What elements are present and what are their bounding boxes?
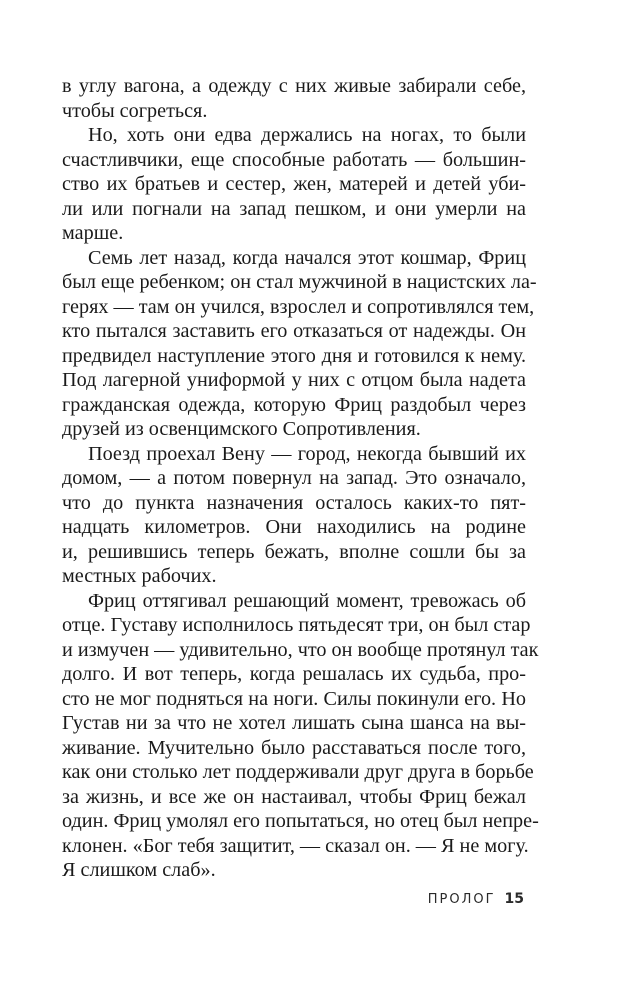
page-footer <box>428 891 524 907</box>
paragraph <box>62 246 537 442</box>
text-line: Под лагерной униформой у них с отцом была надета <box>62 369 526 391</box>
text-line: сто не мог подняться на ноги. Силы покинули его. Но <box>62 687 526 710</box>
text-line: отце. Густаву исполнилось пятьдесят три, он был стар <box>62 614 531 636</box>
text-line: кто пытался заставить его отказаться от надежды. Он <box>62 320 526 342</box>
text-line: друзей из освенцимского Сопротивления. <box>62 418 421 440</box>
text-line: Густав ни за что не хотел лишать сына шанса на вы- <box>62 712 526 734</box>
text-line: живание. Мучительно было расставаться после того, <box>62 736 526 759</box>
text-line: счастливчики, еще способные работать — большин- <box>62 148 526 171</box>
text-line: Я слишком слаб». <box>62 859 216 881</box>
text-line: надцать километров. Они находились на родине <box>62 516 526 538</box>
text-line: был еще ребенком; он стал мужчиной в нацистских ла- <box>62 271 537 293</box>
text-line: и измучен — удивительно, что он вообще протянул так <box>62 638 539 661</box>
body-text <box>62 74 539 883</box>
text-line: домом, — а потом повернул на запад. Это означало, <box>62 467 526 489</box>
text-line: Семь лет назад, когда начался этот кошмар, Фриц <box>88 246 526 269</box>
page-number: 15 <box>504 891 524 907</box>
text-line: местных рабочих. <box>62 565 217 587</box>
text-line: герях — там он учился, взрослел и сопротивлялся тем, <box>62 295 535 318</box>
text-line: долго. И вот теперь, когда решалась их судьба, про- <box>62 663 526 685</box>
text-line: Фриц оттягивал решающий момент, тревожась об <box>88 589 526 612</box>
text-line: ство их братьев и сестер, жен, матерей и детей уби- <box>62 173 526 195</box>
text-line: и, решившись теперь бежать, вполне сошли бы за <box>62 540 526 563</box>
text-line: что до пункта назначения осталось каких-то пят- <box>62 491 526 514</box>
paragraph <box>62 74 526 123</box>
paragraph <box>62 123 526 246</box>
text-line: за жизнь, и все же он настаивал, чтобы Фриц бежал <box>62 785 526 808</box>
text-line: гражданская одежда, которую Фриц раздобыл через <box>62 393 526 416</box>
text-line: один. Фриц умолял его попытаться, но отец был непре- <box>62 810 539 832</box>
paragraph <box>62 442 526 589</box>
text-line: в углу вагона, а одежду с них живые забирали себе, <box>62 75 526 97</box>
text-line: марше. <box>62 222 124 244</box>
text-line: клонен. «Бог тебя защитит, — сказал он. — Я не могу. <box>62 834 529 857</box>
text-line: чтобы согреться. <box>62 99 208 122</box>
text-line: как они столько лет поддерживали друг друга в борьбе <box>62 761 534 783</box>
text-line: ли или погнали на запад пешком, и они умерли на <box>62 197 526 220</box>
running-head: ПРОЛОГ <box>427 892 496 907</box>
text-line: Поезд проехал Вену — город, некогда бывший их <box>88 442 526 465</box>
text-line: Но, хоть они едва держались на ногах, то были <box>88 124 526 146</box>
paragraph <box>62 589 539 883</box>
text-line: предвидел наступление этого дня и готовился к нему. <box>62 344 526 367</box>
